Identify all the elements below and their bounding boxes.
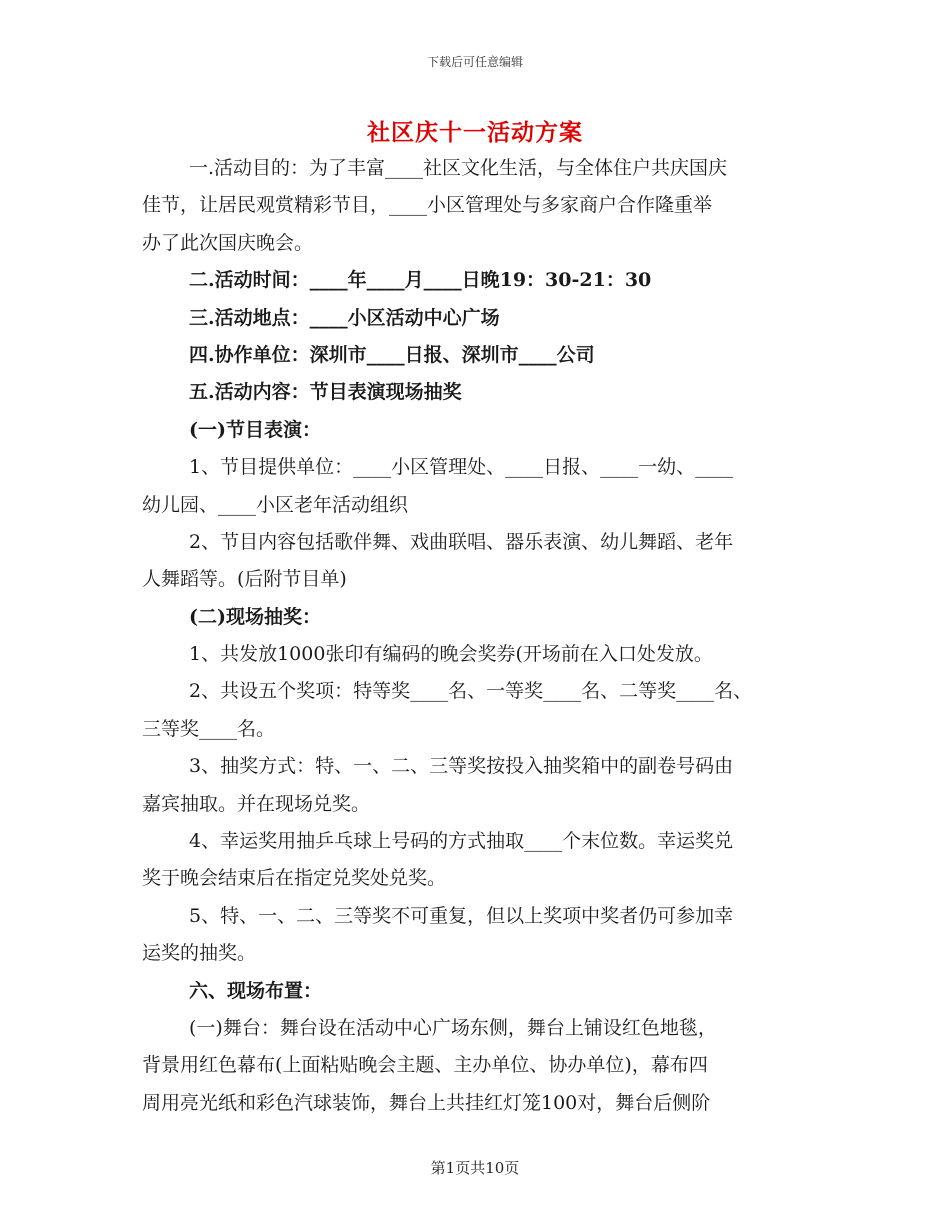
paragraph-line: 嘉宾抽取。并在现场兑奖。 [142, 792, 371, 815]
paragraph-line: 幼儿园、____小区老年活动组织 [142, 493, 409, 516]
section-heading: 六、现场布置： [189, 979, 323, 1002]
list-item: 1、共发放1000张印有编码的晚会奖券(开场前在入口处发放。 [189, 643, 713, 666]
list-item: 2、节目内容包括歌伴舞、戏曲联唱、器乐表演、幼儿舞蹈、老年 [189, 530, 734, 553]
list-item: 2、共设五个奖项：特等奖____名、一等奖____名、二等奖____名、 [189, 680, 753, 703]
list-item: 5、特、一、二、三等奖不可重复，但以上奖项中奖者仍可参加幸 [189, 904, 734, 927]
paragraph-line: 运奖的抽奖。 [142, 942, 257, 965]
list-item: 3、抽奖方式：特、一、二、三等奖按投入抽奖箱中的副卷号码由 [189, 755, 734, 778]
paragraph-line: 背景用红色幕布(上面粘贴晚会主题、主办单位、协办单位)，幕布四 [142, 1054, 708, 1077]
paragraph-line: 周用亮光纸和彩色汽球装饰，舞台上共挂红灯笼100对，舞台后侧阶 [142, 1091, 711, 1114]
list-item: 1、节目提供单位：____小区管理处、____日报、____一幼、____ [189, 456, 734, 479]
paragraph-line: 奖于晚会结束后在指定兑奖处兑奖。 [142, 867, 447, 890]
section-heading: 五.活动内容：节目表演现场抽奖 [189, 381, 462, 404]
list-item: 4、幸运奖用抽乒乓球上号码的方式抽取____个末位数。幸运奖兑 [189, 830, 734, 853]
subsection-heading: (一)节目表演： [189, 418, 321, 441]
paragraph-line: 佳节，让居民观赏精彩节目，____小区管理处与多家商户合作隆重举 [142, 194, 713, 217]
section-heading: 三.活动地点：____小区活动中心广场 [189, 306, 500, 329]
paragraph-line: (一)舞台：舞台设在活动中心广场东侧，舞台上铺设红色地毯， [189, 1016, 717, 1039]
page-footer-number: 第1页共10页 [430, 1159, 520, 1177]
paragraph-line: 办了此次国庆晚会。 [142, 231, 314, 254]
page-header-note: 下载后可任意编辑 [426, 55, 523, 69]
paragraph-line: 人舞蹈等。(后附节目单) [142, 568, 347, 591]
subsection-heading: (二)现场抽奖： [189, 605, 321, 628]
section-heading: 二.活动时间：____年____月____日晚19：30-21：30 [189, 269, 652, 292]
section-heading: 四.协作单位：深圳市____日报、深圳市____公司 [189, 343, 595, 366]
document-title: 社区庆十一活动方案 [367, 119, 583, 146]
paragraph-line: 一.活动目的：为了丰富____社区文化生活，与全体住户共庆国庆 [189, 157, 728, 179]
document-body [142, 150, 810, 1122]
paragraph-line: 三等奖____名。 [142, 717, 276, 740]
